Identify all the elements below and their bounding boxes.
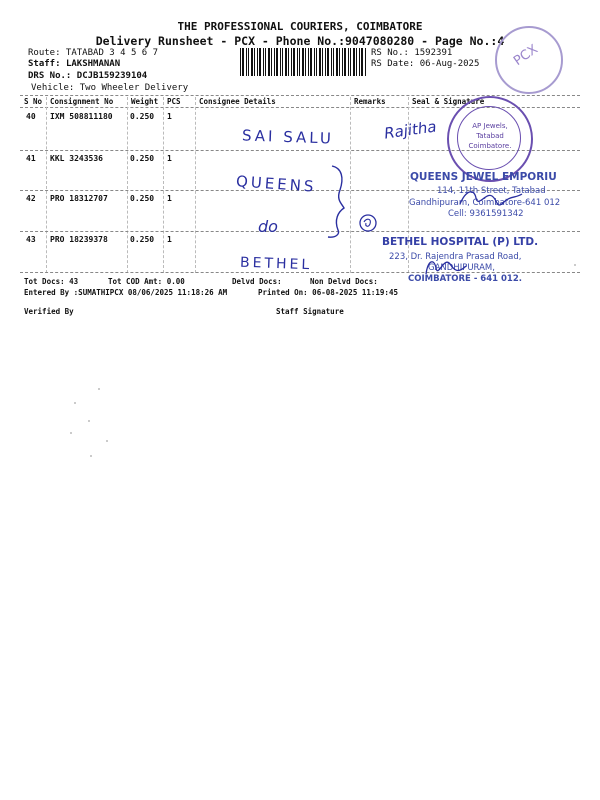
- scan-speck: [74, 402, 76, 404]
- verified-by-label: Verified By: [24, 307, 74, 316]
- handwritten-consignee: BETHEL: [239, 254, 313, 274]
- staff-signature-label: Staff Signature: [276, 307, 344, 316]
- signature-scribble: [456, 184, 526, 214]
- signature-scribble: [420, 252, 480, 282]
- barcode-bar: [276, 48, 278, 76]
- barcode-bar: [271, 48, 272, 76]
- barcode-bar: [265, 48, 266, 76]
- row-sno: 43: [26, 235, 36, 244]
- barcode-bar: [285, 48, 287, 76]
- col-sno: S No: [24, 97, 43, 106]
- staff-name: LAKSHMANAN: [65, 59, 121, 69]
- barcode-bar: [361, 48, 363, 76]
- row-pcs: 1: [167, 112, 172, 121]
- company-title: THE PROFESSIONAL COURIERS, COIMBATORE: [177, 20, 423, 33]
- seal-line: Coimbatore.: [468, 142, 512, 150]
- row-consignment: PRO 18239378: [50, 235, 108, 244]
- barcode-bar: [263, 48, 264, 76]
- queens-stamp-address: Gandhipuram, Coimbatore-641 012: [409, 198, 561, 208]
- barcode-bar: [251, 48, 253, 76]
- barcode-bar: [316, 48, 317, 76]
- seal-line: AP Jewels,: [472, 122, 508, 130]
- queens-stamp-address: 114, 11th Street, Tatabad: [437, 186, 546, 196]
- barcode-bar: [268, 48, 270, 76]
- handwritten-consignee: QUEENS: [235, 172, 318, 196]
- row-weight: 0.250: [130, 112, 155, 121]
- barcode-bar: [336, 48, 338, 76]
- barcode-bar: [248, 48, 249, 76]
- barcode-bar: [365, 48, 366, 76]
- barcode-bar: [350, 48, 351, 76]
- scan-speck: [574, 264, 576, 266]
- col-weight: Weight: [131, 97, 159, 106]
- total-cod: Tot COD Amt: 0.00: [108, 277, 185, 286]
- barcode-bar: [302, 48, 304, 76]
- barcode-bar: [331, 48, 332, 76]
- barcode-bar: [322, 48, 323, 76]
- drs-label: DRS No.:: [28, 71, 72, 81]
- row-weight: 0.250: [130, 235, 155, 244]
- col-separator: [127, 97, 128, 273]
- col-separator: [195, 97, 196, 273]
- barcode-bar: [280, 48, 281, 76]
- barcode-bar: [240, 48, 241, 76]
- barcode-bar: [344, 48, 346, 76]
- total-docs: Tot Docs: 43: [24, 277, 79, 286]
- row-pcs: 1: [167, 235, 172, 244]
- scan-speck: [90, 455, 92, 457]
- queens-stamp-name: QUEENS JEWEL EMPORIU: [410, 171, 557, 183]
- delivered-docs: Delvd Docs:: [232, 277, 282, 286]
- printed-on: Printed On: 06-08-2025 11:19:45: [258, 288, 398, 297]
- row-weight: 0.250: [130, 154, 155, 163]
- barcode-bar: [305, 48, 306, 76]
- barcode-bar: [319, 48, 321, 76]
- seal-line: Tatabad: [476, 132, 504, 140]
- barcode-bar: [356, 48, 357, 76]
- runsheet-title: Delivery Runsheet - PCX - Phone No.:9047080280 - Page No.:4: [95, 34, 505, 48]
- ap-jewels-seal: [447, 96, 533, 182]
- barcode: [240, 48, 368, 76]
- col-consignment: Consignment No: [50, 97, 114, 106]
- rs-date: RS Date: 06-Aug-2025: [371, 59, 480, 69]
- row-pcs: 1: [167, 154, 172, 163]
- bethel-stamp-name: BETHEL HOSPITAL (P) LTD.: [382, 236, 539, 248]
- col-remarks: Remarks: [354, 97, 386, 106]
- barcode-bar: [353, 48, 355, 76]
- row-consignment: IXM 508811180: [50, 112, 113, 121]
- barcode-bar: [259, 48, 261, 76]
- barcode-bar: [308, 48, 309, 76]
- handwritten-signature: Rajitha: [383, 117, 438, 143]
- handwritten-consignee: SAI SALU: [241, 126, 335, 148]
- handwritten-brace-mark: [318, 160, 380, 240]
- barcode-bar: [293, 48, 295, 76]
- bethel-stamp-address: COIMBATORE - 641 012.: [408, 274, 522, 284]
- barcode-bar: [348, 48, 349, 76]
- row-consignment: KKL 3243536: [50, 154, 103, 163]
- col-seal-signature: Seal & Signature: [412, 97, 485, 106]
- barcode-bar: [333, 48, 334, 76]
- row-weight: 0.250: [130, 194, 155, 203]
- bethel-stamp-address: GANDHIPURAM,: [428, 263, 495, 273]
- barcode-bar: [314, 48, 315, 76]
- col-separator: [163, 97, 164, 273]
- barcode-bar: [327, 48, 329, 76]
- row-pcs: 1: [167, 194, 172, 203]
- entered-by: Entered By :SUMATHIPCX 08/06/2025 11:18:26 AM: [24, 288, 228, 297]
- scan-speck: [70, 432, 72, 434]
- barcode-bar: [274, 48, 275, 76]
- barcode-bar: [242, 48, 244, 76]
- col-consignee: Consignee Details: [199, 97, 276, 106]
- drs-value: DCJB159239104: [76, 71, 148, 81]
- barcode-bar: [246, 48, 247, 76]
- barcode-bar: [288, 48, 289, 76]
- scan-speck: [88, 420, 90, 422]
- staff-label: Staff:: [28, 59, 61, 69]
- barcode-bar: [297, 48, 298, 76]
- bethel-stamp-address: 223, Dr. Rajendra Prasad Road,: [389, 252, 522, 262]
- row-consignment: PRO 18312707: [50, 194, 108, 203]
- handwritten-consignee: do: [258, 217, 278, 236]
- vehicle-text: Vehicle: Two Wheeler Delivery: [31, 83, 189, 93]
- route-text: Route: TATABAD 3 4 5 6 7: [28, 48, 159, 58]
- barcode-bar: [282, 48, 283, 76]
- scan-speck: [98, 388, 100, 390]
- rs-number: RS No.: 1592391: [371, 48, 453, 58]
- staff-field: [28, 59, 120, 69]
- barcode-bar: [325, 48, 326, 76]
- barcode-bar: [310, 48, 312, 76]
- non-delivered-docs: Non Delvd Docs:: [310, 277, 378, 286]
- drs-field: [28, 71, 147, 81]
- scan-speck: [106, 440, 108, 442]
- barcode-bar: [254, 48, 255, 76]
- row-sno: 40: [26, 112, 36, 121]
- pcx-stamp: [495, 26, 563, 94]
- barcode-bar: [339, 48, 340, 76]
- pcx-stamp-text: PCX: [511, 41, 541, 70]
- barcode-bar: [291, 48, 292, 76]
- barcode-bar: [359, 48, 360, 76]
- barcode-bar: [257, 48, 258, 76]
- barcode-bar: [342, 48, 343, 76]
- col-separator: [46, 97, 47, 273]
- row-sno: 41: [26, 154, 36, 163]
- barcode-bar: [299, 48, 300, 76]
- col-pcs: PCS: [167, 97, 181, 106]
- queens-stamp-cell: Cell: 9361591342: [448, 209, 524, 219]
- row-sno: 42: [26, 194, 36, 203]
- row-rule: [20, 231, 580, 232]
